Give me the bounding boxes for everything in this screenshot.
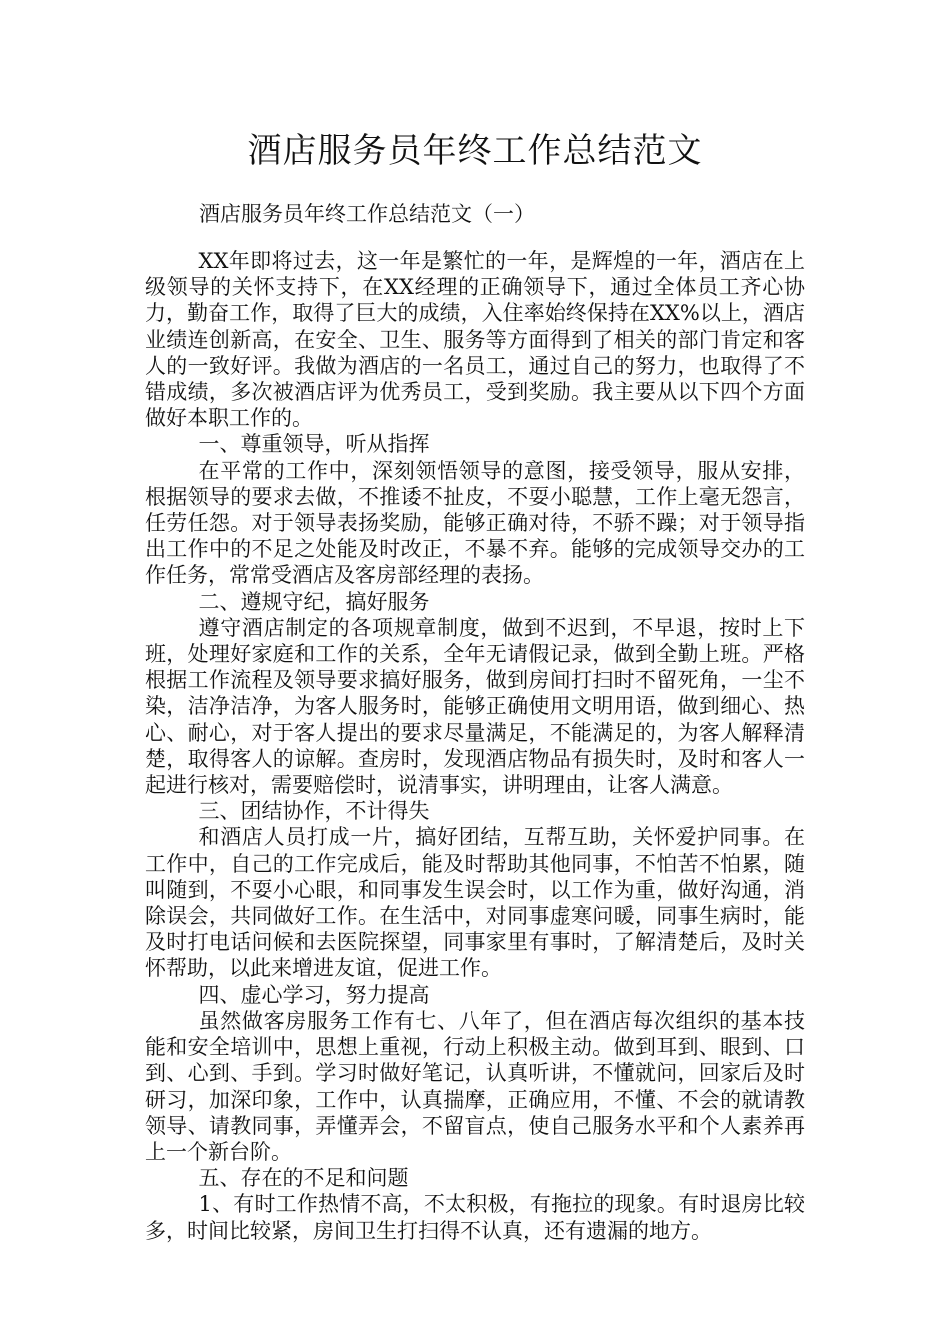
section-heading-4: 四、虚心学习，努力提高 (198, 982, 430, 1007)
document-subtitle: 酒店服务员年终工作总结范文（一） (199, 202, 535, 226)
paragraph-section-4: 虽然做客房服务工作有七、八年了，但在酒店每次组织的基本技能和安全培训中，思想上重视，行动上积极主动。做到耳到、眼到、口到、心到、手到。学习时做好笔记，认真听讲，不懂就问，回家后及时研习，加深印象，工作中，认真揣摩，正确应用，不懂、不会的就请教领导、请教同事，弄懂弄会，不留盲点，使自己服务水平和个人素养再上一个新台阶。 (145, 1008, 805, 1164)
section-heading-2: 二、遵规守纪，搞好服务 (198, 589, 430, 614)
paragraph-intro: XX年即将过去，这一年是繁忙的一年，是辉煌的一年，酒店在上级领导的关怀支持下，在XX经理的正确领导下，通过全体员工齐心协力，勤奋工作，取得了巨大的成绩，入住率始终保持在XX%以上，酒店业绩连创新高，在安全、卫生、服务等方面得到了相关的部门肯定和客人的一致好评。我做为酒店的一名员工，通过自己的努力，也取得了不错成绩，多次被酒店评为优秀员工，受到奖励。我主要从以下四个方面做好本职工作的。 (145, 249, 805, 431)
paragraph-section-3: 和酒店人员打成一片，搞好团结，互帮互助，关怀爱护同事。在工作中，自己的工作完成后，能及时帮助其他同事，不怕苦不怕累，随叫随到，不耍小心眼，和同事发生误会时，以工作为重，做好沟通，消除误会，共同做好工作。在生活中，对同事虚寒问暖，同事生病时，能及时打电话问候和去医院探望，同事家里有事时，了解清楚后，及时关怀帮助，以此来增进友谊，促进工作。 (145, 825, 805, 981)
document-body (145, 248, 805, 1244)
section-heading-3: 三、团结协作，不计得失 (198, 799, 430, 824)
document-title: 酒店服务员年终工作总结范文 (247, 131, 703, 171)
paragraph-section-1: 在平常的工作中，深刻领悟领导的意图，接受领导，服从安排，根据领导的要求去做，不推诿不扯皮，不耍小聪慧，工作上毫无怨言，任劳任怨。对于领导表扬奖励，能够正确对待，不骄不躁；对于领导指出工作中的不足之处能及时改正，不暴不弃。能够的完成领导交办的工作任务，常常受酒店及客房部经理的表扬。 (145, 458, 805, 588)
paragraph-section-2: 遵守酒店制定的各项规章制度，做到不迟到，不早退，按时上下班，处理好家庭和工作的关系，全年无请假记录，做到全勤上班。严格根据工作流程及领导要求搞好服务，做到房间打扫时不留死角，一尘不染，洁净洁净，为客人服务时，能够正确使用文明用语，做到细心、热心、耐心，对于客人提出的要求尽量满足，不能满足的，为客人解释清楚，取得客人的谅解。查房时，发现酒店物品有损失时，及时和客人一起进行核对，需要赔偿时，说清事实，讲明理由，让客人满意。 (145, 615, 805, 798)
paragraph-section-5: 1、有时工作热情不高，不太积极，有拖拉的现象。有时退房比较多，时间比较紧，房间卫生打扫得不认真，还有遗漏的地方。 (145, 1192, 805, 1243)
section-heading-5: 五、存在的不足和问题 (198, 1166, 409, 1191)
section-heading-1: 一、尊重领导，听从指挥 (198, 432, 430, 457)
